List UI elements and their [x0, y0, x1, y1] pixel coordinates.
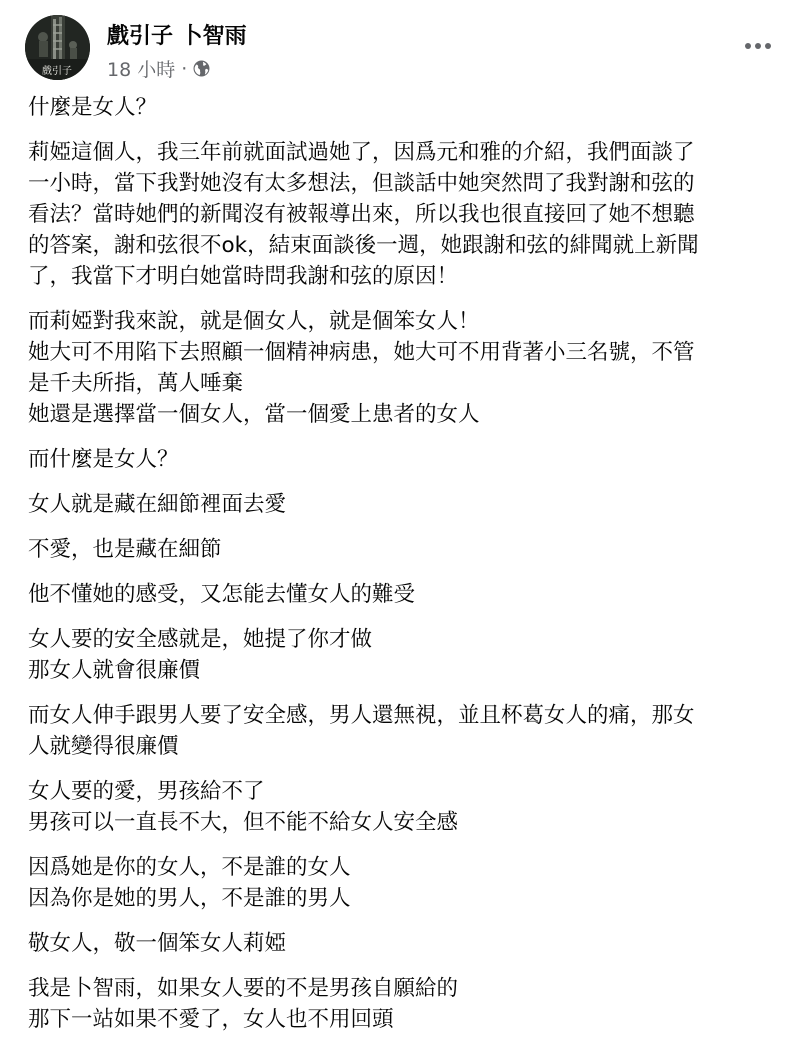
post-text-line: 那下一站如果不愛了，女人也不用回頭: [28, 1007, 394, 1032]
more-dots-icon: [744, 42, 772, 50]
post-text-line: 我是卜智雨，如果女人要的不是男孩自願給的: [28, 976, 459, 1001]
author-name[interactable]: 戲引子 卜智雨: [107, 24, 247, 49]
post-text-line: 不愛，也是藏在細節: [28, 537, 222, 562]
post-text-line: 因為你是她的男人，不是誰的男人: [28, 886, 351, 911]
globe-icon[interactable]: [193, 60, 210, 77]
post-text-line: 了，我當下才明白她當時問我謝和弦的原因！: [28, 264, 459, 289]
post-text-line: 因爲她是你的女人，不是誰的女人: [28, 855, 351, 880]
post-text-line: 看法？當時她們的新聞沒有被報導出來，所以我也很直接回了她不想聽: [28, 202, 695, 227]
post-timestamp[interactable]: 18 小時: [107, 59, 176, 81]
post-text-line: 一小時，當下我對她沒有太多想法，但談話中她突然問了我對謝和弦的: [28, 171, 695, 196]
post-text-line: 他不懂她的感受，又怎能去懂女人的難受: [28, 582, 416, 607]
post-text-line: 她大可不用陷下去照顧一個精神病患，她大可不用背著小三名號，不管: [28, 340, 695, 365]
post-paragraph: [28, 444, 780, 475]
post-text-line: 而什麼是女人？: [28, 447, 179, 472]
post-text-line: 人就變得很廉價: [28, 734, 179, 759]
post-text-line: 女人就是藏在細節裡面去愛: [28, 492, 287, 517]
post-meta: [107, 55, 210, 82]
post-paragraph: [28, 852, 780, 914]
post-paragraph: [28, 973, 780, 1035]
post-paragraph: [28, 534, 780, 565]
post-paragraph: [28, 137, 780, 292]
svg-text:戲引子: 戲引子: [42, 66, 72, 77]
post-text: [28, 92, 780, 1049]
post-text-line: 而女人伸手跟男人要了安全感，男人還無視，並且杯葛女人的痛，那女: [28, 703, 695, 728]
meta-separator: ·: [181, 57, 188, 80]
post-text-line: 敬女人，敬一個笨女人莉婭: [28, 931, 287, 956]
post-paragraph: [28, 579, 780, 610]
post-text-line: 男孩可以一直長不大，但不能不給女人安全感: [28, 810, 459, 835]
avatar-image: [25, 15, 90, 80]
post-paragraph: [28, 928, 780, 959]
avatar[interactable]: [25, 15, 90, 80]
post-paragraph: [28, 489, 780, 520]
post-header: [25, 15, 780, 85]
post-text-line: 而莉婭對我來說，就是個女人，就是個笨女人！: [28, 309, 480, 334]
post-paragraph: [28, 306, 780, 430]
post-text-line: 她還是選擇當一個女人，當一個愛上患者的女人: [28, 402, 480, 427]
post-text-line: 女人要的安全感就是，她提了你才做: [28, 627, 373, 652]
post-text-line: 是千夫所指，萬人唾棄: [28, 371, 244, 396]
post-paragraph: [28, 776, 780, 838]
post-text-line: 女人要的愛，男孩給不了: [28, 779, 265, 804]
post-paragraph: [28, 624, 780, 686]
post-paragraph: [28, 700, 780, 762]
post-text-line: 的答案，謝和弦很不ok，結束面談後一週，她跟謝和弦的緋聞就上新聞: [28, 233, 699, 258]
post-text-line: 那女人就會很廉價: [28, 658, 201, 683]
post-text-line: 什麼是女人？: [28, 95, 158, 120]
post-paragraph: [28, 92, 780, 123]
more-options-button[interactable]: [738, 31, 778, 61]
post-text-line: 莉婭這個人，我三年前就面試過她了，因爲元和雅的介紹，我們面談了: [28, 140, 695, 165]
